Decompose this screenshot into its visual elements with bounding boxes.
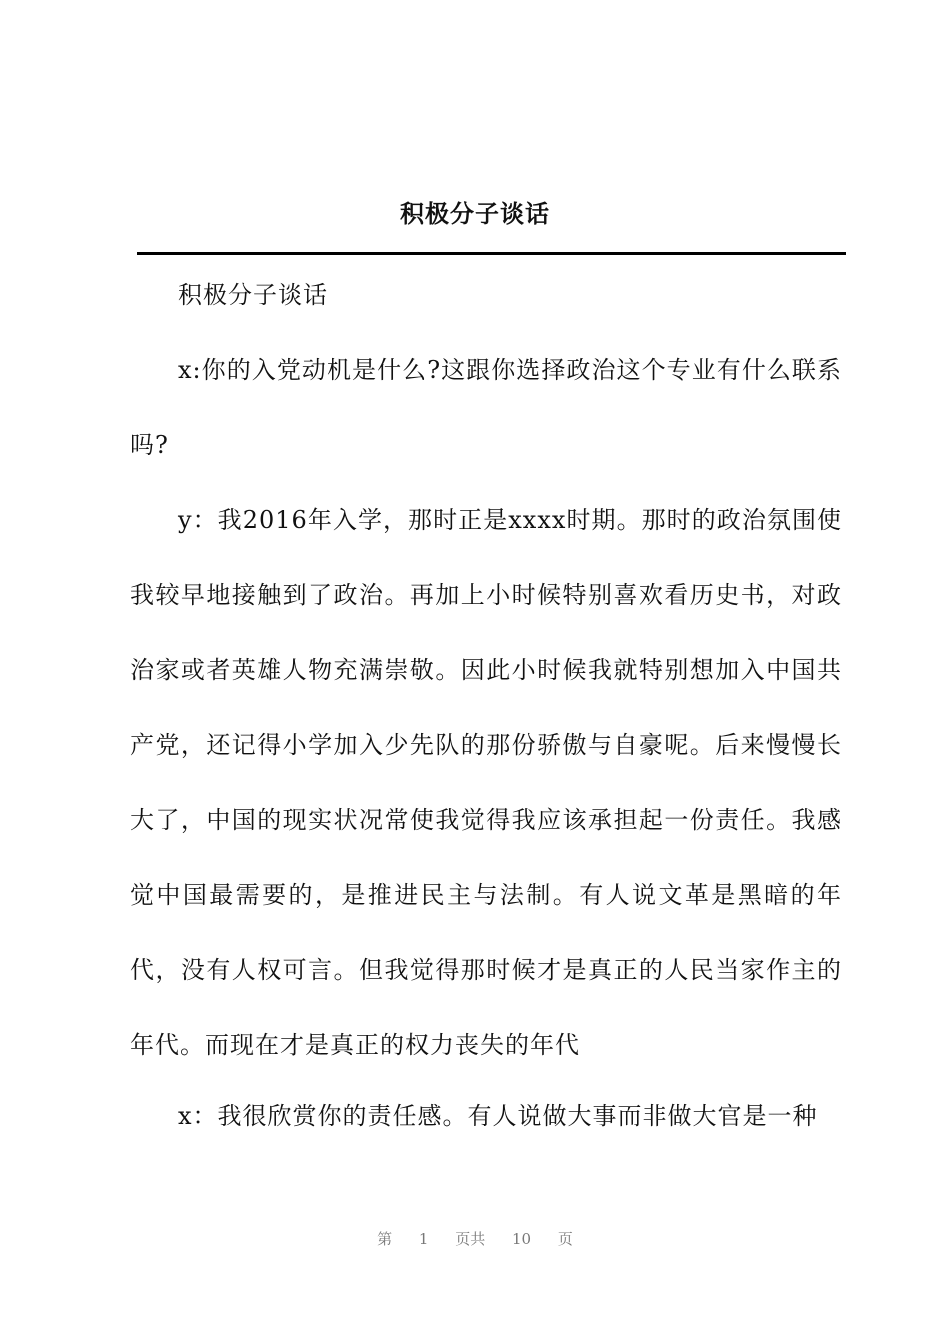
footer-suffix: 页 — [557, 1230, 573, 1248]
paragraph-question-2: x：我很欣赏你的责任感。有人说做大事而非做大官是一种 — [178, 1102, 818, 1130]
paragraph-question-1: x:你的入党动机是什么?这跟你选择政治这个专业有什么联系吗? — [130, 356, 842, 459]
paragraph-heading: 积极分子谈话 — [178, 281, 328, 309]
document-body-block-3 — [130, 483, 842, 1083]
paragraph-answer-1: y：我2016年入学，那时正是xxxx时期。那时的政治氛围使我较早地接触到了政治。再加上小时候特别喜欢看历史书，对政治家或者英雄人物充满崇敬。因此小时候我就特别想加入中国共产党，还记得小学加入少先队的那份骄傲与自豪呢。后来慢慢长大了，中国的现实状况常使我觉得我应该承担起一份责任。我感觉中国最需要的，是推进民主与法制。有人说文革是黑暗的年代，没有人权可言。但我觉得那时候才是真正的人民当家作主的年代。而现在才是真正的权力丧失的年代 — [130, 506, 842, 1059]
footer-middle: 页共 — [455, 1230, 486, 1248]
title-underline-rule — [137, 252, 846, 255]
document-title: 积极分子谈话 — [400, 199, 550, 228]
document-body-block-4 — [130, 1079, 842, 1154]
footer-prefix: 第 — [377, 1230, 393, 1248]
page-footer — [0, 1228, 950, 1250]
document-body-block-1 — [130, 258, 842, 333]
document-body-block-2 — [130, 333, 842, 483]
footer-page-number: 1 — [418, 1230, 429, 1248]
footer-total-pages: 10 — [512, 1230, 532, 1248]
